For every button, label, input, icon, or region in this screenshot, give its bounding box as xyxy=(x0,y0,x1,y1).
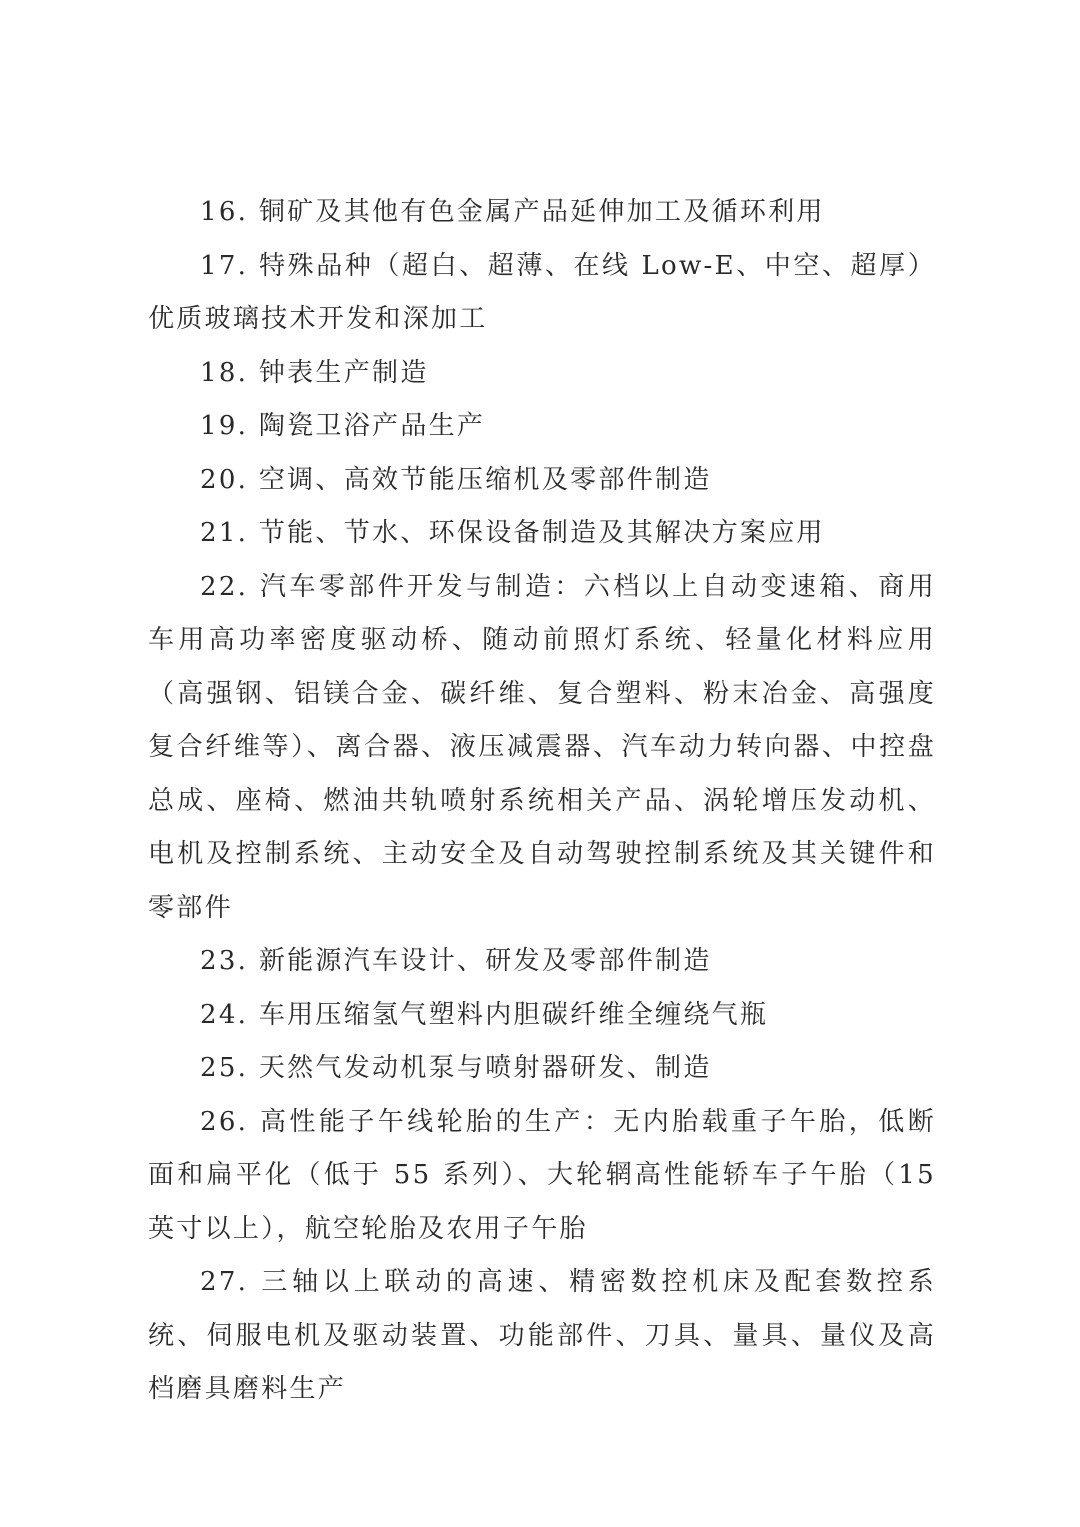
list-item-16: 16. 铜矿及其他有色金属产品延伸加工及循环利用 xyxy=(200,197,825,227)
item-list xyxy=(148,186,936,1417)
list-item-22: 22. 汽车零部件开发与制造：六档以上自动变速箱、商用车用高功率密度驱动桥、随动前照灯系统、轻量化材料应用（高强钢、铝镁合金、碳纤维、复合塑料、粉末冶金、高强度复合纤维等）、离合器、液压减震器、汽车动力转向器、中控盘总成、座椅、燃油共轨喷射系统相关产品、涡轮增压发动机、电机及控制系统、主动安全及自动驾驶控制系统及其关键件和零部件 xyxy=(148,571,936,923)
list-item-20: 20. 空调、高效节能压缩机及零部件制造 xyxy=(200,464,712,495)
list-item-26: 26. 高性能子午线轮胎的生产：无内胎载重子午胎，低断面和扁平化（低于 55 系列）、大轮辋高性能轿车子午胎（15 英寸以上），航空轮胎及农用子午胎 xyxy=(148,1106,936,1244)
list-item-25: 25. 天然气发动机泵与喷射器研发、制造 xyxy=(200,1053,712,1083)
list-item-27: 27. 三轴以上联动的高速、精密数控机床及配套数控系统、伺服电机及驱动装置、功能部件、刀具、量具、量仪及高档磨具磨料生产 xyxy=(148,1267,936,1404)
list-item-19: 19. 陶瓷卫浴产品生产 xyxy=(200,411,486,441)
list-item-17: 17. 特殊品种（超白、超薄、在线 Low-E、中空、超厚）优质玻璃技术开发和深加工 xyxy=(148,250,936,334)
list-item-18: 18. 钟表生产制造 xyxy=(200,357,429,388)
list-item-23: 23. 新能源汽车设计、研发及零部件制造 xyxy=(200,946,712,976)
list-item-24: 24. 车用压缩氢气塑料内胆碳纤维全缠绕气瓶 xyxy=(200,999,769,1030)
list-item-21: 21. 节能、节水、环保设备制造及其解决方案应用 xyxy=(200,518,825,548)
